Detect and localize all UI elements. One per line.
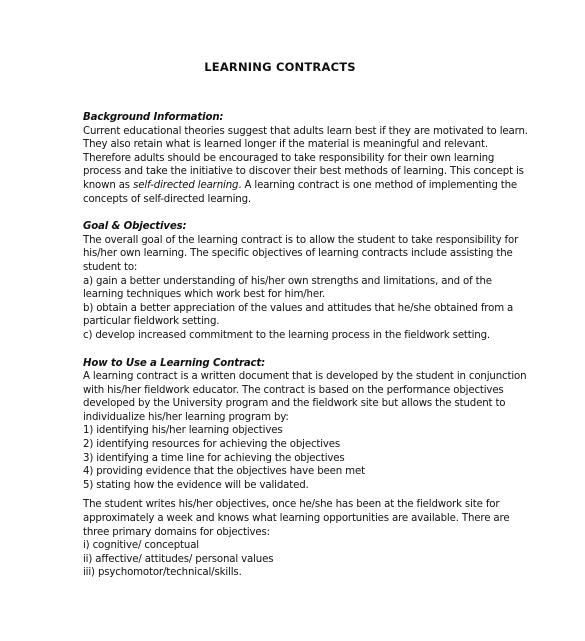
numbered-item: 4) providing evidence that the objectives have been met [83, 466, 365, 478]
goals-heading: Goal & Objectives: [83, 221, 187, 233]
domain-item: iii) psychomotor/technical/skills. [83, 567, 242, 579]
background-line: They also retain what is learned longer if the material is meaningful and relevant. [83, 139, 488, 151]
objective-item: c) develop increased commitment to the learning process in the fieldwork setting. [83, 329, 491, 341]
student-line: The student writes his/her objectives, once he/she has been at the fieldwork site for [83, 499, 500, 511]
background-line: concepts of self-directed learning. [83, 193, 251, 205]
page-title: LEARNING CONTRACTS [204, 60, 356, 74]
background-heading: Background Information: [83, 112, 224, 123]
student-line: three primary domains for objectives: [83, 526, 270, 538]
numbered-item: 3) identifying a time line for achieving the objectives [83, 452, 345, 464]
howto-line: A learning contract is a written document that is developed by the student in conjunction [83, 371, 527, 383]
objective-item: a) gain a better understanding of his/her own strengths and limitations, and of the [83, 275, 492, 287]
document-body [83, 111, 553, 580]
background-section [83, 111, 553, 206]
objective-item: learning techniques which work best for him/her. [83, 289, 326, 301]
domain-item: i) cognitive/ conceptual [83, 540, 199, 552]
background-line [83, 179, 553, 193]
howto-line: individualize his/her learning program by: [83, 411, 289, 423]
background-line: Current educational theories suggest that adults learn best if they are motivated to learn. [83, 125, 528, 137]
howto-heading: How to Use a Learning Contract: [83, 357, 266, 369]
numbered-item: 5) stating how the evidence will be validated. [83, 479, 309, 491]
self-directed-learning-term: self-directed learning [133, 179, 239, 191]
goals-line: student to: [83, 261, 138, 273]
numbered-item: 1) identifying his/her learning objectives [83, 425, 283, 437]
background-line-text: known as [83, 179, 134, 191]
howto-section [83, 357, 553, 493]
domain-item: ii) affective/ attitudes/ personal values [83, 553, 274, 565]
background-line-text: . A learning contract is one method of implementing the [238, 179, 517, 191]
objective-item: b) obtain a better appreciation of the values and attitudes that he/she obtained from a [83, 302, 514, 314]
goals-line: The overall goal of the learning contract is to allow the student to take responsibility for [83, 234, 519, 246]
objective-item: particular fieldwork setting. [83, 316, 220, 328]
goals-section [83, 220, 553, 342]
howto-line: with his/her fieldwork educator. The contract is based on the performance objectives [83, 384, 504, 396]
background-line: process and take the initiative to discover their best methods of learning. This concept is [83, 166, 524, 178]
background-line: Therefore adults should be encouraged to take responsibility for their own learning [83, 152, 495, 164]
howto-line: developed by the University program and the fieldwork site but allows the student to [83, 398, 506, 410]
student-section [83, 498, 553, 580]
student-line: approximately a week and knows what learning opportunities are available. There are [83, 513, 510, 525]
numbered-item: 2) identifying resources for achieving the objectives [83, 439, 341, 451]
goals-line: his/her own learning. The specific objectives of learning contracts include assisting the [83, 248, 513, 260]
